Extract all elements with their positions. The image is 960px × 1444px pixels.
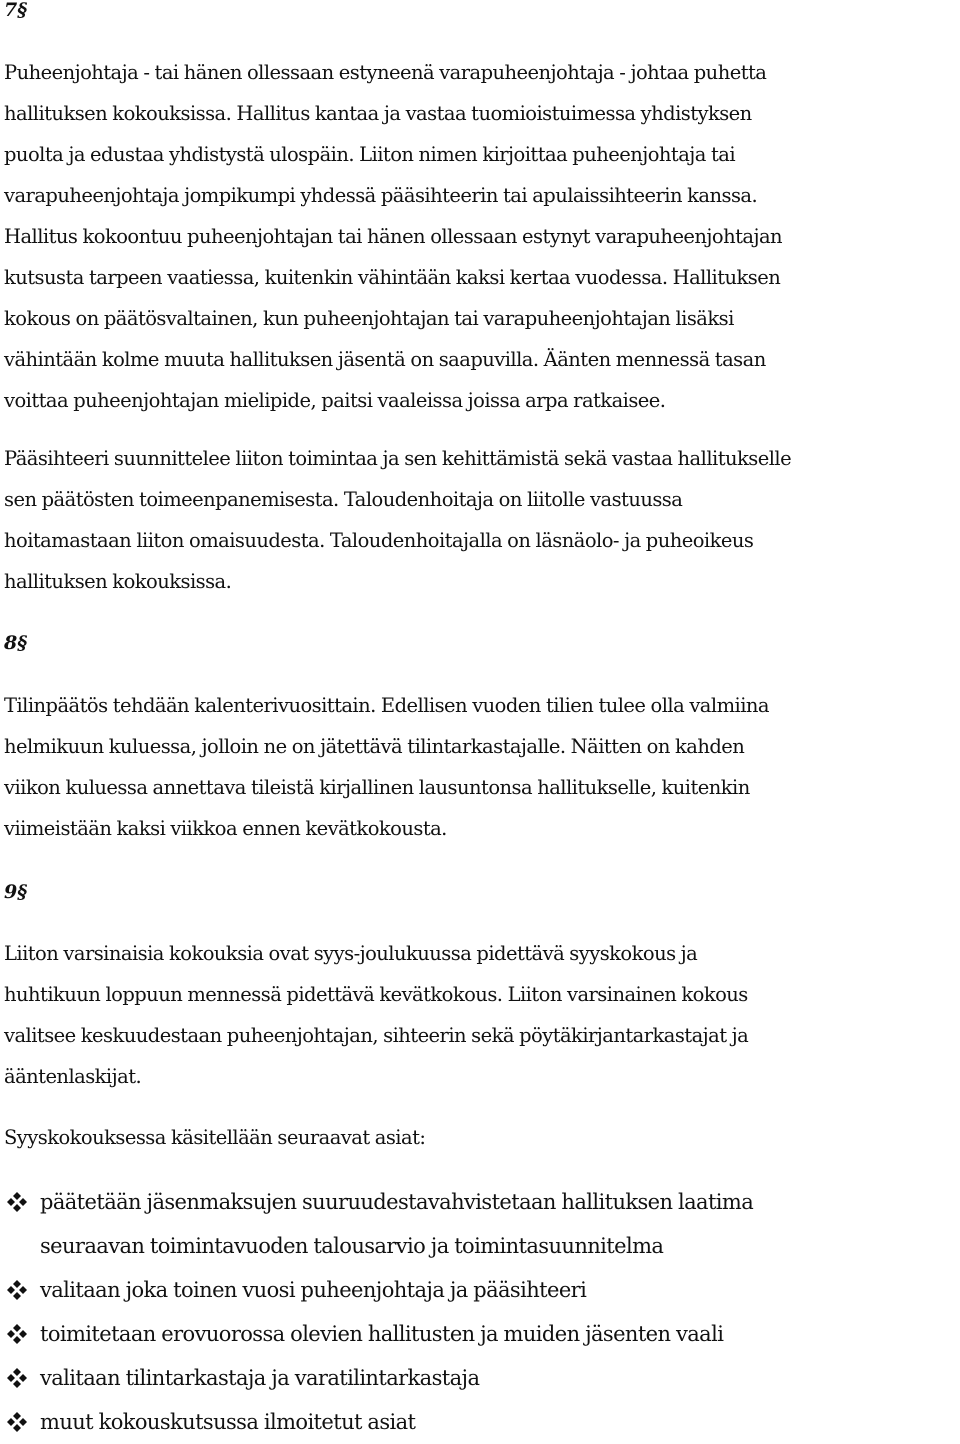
text-line: valitsee keskuudestaan puheenjohtajan, sihteerin sekä pöytäkirjantarkastajat ja — [4, 1024, 749, 1047]
four-diamond-bullet-icon — [6, 1180, 30, 1224]
section-heading-9: 9§ — [4, 881, 28, 903]
text-line: Liiton varsinaisia kokouksia ovat syys-joulukuussa pidettävä syyskokous ja — [4, 942, 698, 965]
text-line: viikon kuluessa annettava tileistä kirjallinen lausuntonsa hallitukselle, kuitenkin — [4, 776, 750, 799]
list-item — [0, 1312, 960, 1356]
text-line: hallituksen kokouksissa. — [4, 570, 232, 593]
text-line: voittaa puheenjohtajan mielipide, paitsi vaaleissa joissa arpa ratkaisee. — [4, 389, 666, 412]
list-item — [0, 1356, 960, 1400]
list-item-text: seuraavan toimintavuoden talousarvio ja toimintasuunnitelma — [40, 1234, 664, 1258]
text-line: Tilinpäätös tehdään kalenterivuosittain. Edellisen vuoden tilien tulee olla valmiina — [4, 694, 769, 717]
paragraph-7-2 — [4, 438, 791, 602]
text-line: Puheenjohtaja - tai hänen ollessaan estyneenä varapuheenjohtaja - johtaa puhetta — [4, 61, 767, 84]
list-item-text: päätetään jäsenmaksujen suuruudestavahvistetaan hallituksen laatima — [40, 1190, 754, 1214]
text-line: viimeistään kaksi viikkoa ennen kevätkokousta. — [4, 817, 447, 840]
agenda-list — [0, 1180, 960, 1444]
paragraph-8-1 — [4, 685, 769, 849]
four-diamond-bullet-icon — [6, 1268, 30, 1312]
list-item-text: muut kokouskutsussa ilmoitetut asiat — [40, 1410, 416, 1434]
paragraph-9-2 — [4, 1117, 425, 1158]
text-line: kokous on päätösvaltainen, kun puheenjohtajan tai varapuheenjohtajan lisäksi — [4, 307, 734, 330]
four-diamond-bullet-icon — [6, 1312, 30, 1356]
text-line: kutsusta tarpeen vaatiessa, kuitenkin vähintään kaksi kertaa vuodessa. Hallituksen — [4, 266, 781, 289]
text-line: Hallitus kokoontuu puheenjohtajan tai hänen ollessaan estynyt varapuheenjohtajan — [4, 225, 783, 248]
text-line: helmikuun kuluessa, jolloin ne on jätettävä tilintarkastajalle. Näitten on kahden — [4, 735, 745, 758]
list-item-text: toimitetaan erovuorossa olevien hallitusten ja muiden jäsenten vaali — [40, 1322, 724, 1346]
text-line: vähintään kolme muuta hallituksen jäsentä on saapuvilla. Äänten mennessä tasan — [4, 348, 766, 371]
list-item — [0, 1400, 960, 1444]
four-diamond-bullet-icon — [6, 1400, 30, 1444]
four-diamond-bullet-icon — [6, 1356, 30, 1400]
text-line: Pääsihteeri suunnittelee liiton toimintaa ja sen kehittämistä sekä vastaa hallitukselle — [4, 447, 792, 470]
text-line: ääntenlaskijat. — [4, 1065, 142, 1088]
list-item — [0, 1180, 960, 1268]
list-item — [0, 1268, 960, 1312]
text-line: huhtikuun loppuun mennessä pidettävä kevätkokous. Liiton varsinainen kokous — [4, 983, 748, 1006]
text-line: varapuheenjohtaja jompikumpi yhdessä pääsihteerin tai apulaissihteerin kanssa. — [4, 184, 758, 207]
section-heading-7: 7§ — [4, 0, 28, 21]
text-line: sen päätösten toimeenpanemisesta. Taloudenhoitaja on liitolle vastuussa — [4, 488, 683, 511]
text-line: Syyskokouksessa käsitellään seuraavat asiat: — [4, 1126, 426, 1149]
text-line: puolta ja edustaa yhdistystä ulospäin. Liiton nimen kirjoittaa puheenjohtaja tai — [4, 143, 736, 166]
list-item-text: valitaan tilintarkastaja ja varatilintarkastaja — [40, 1366, 480, 1390]
paragraph-9-1 — [4, 933, 748, 1097]
section-heading-8: 8§ — [4, 632, 28, 654]
paragraph-7-1 — [4, 52, 782, 421]
text-line: hallituksen kokouksissa. Hallitus kantaa ja vastaa tuomioistuimessa yhdistyksen — [4, 102, 752, 125]
list-item-text: valitaan joka toinen vuosi puheenjohtaja ja pääsihteeri — [40, 1278, 587, 1302]
text-line: hoitamastaan liiton omaisuudesta. Taloudenhoitajalla on läsnäolo- ja puheoikeus — [4, 529, 754, 552]
